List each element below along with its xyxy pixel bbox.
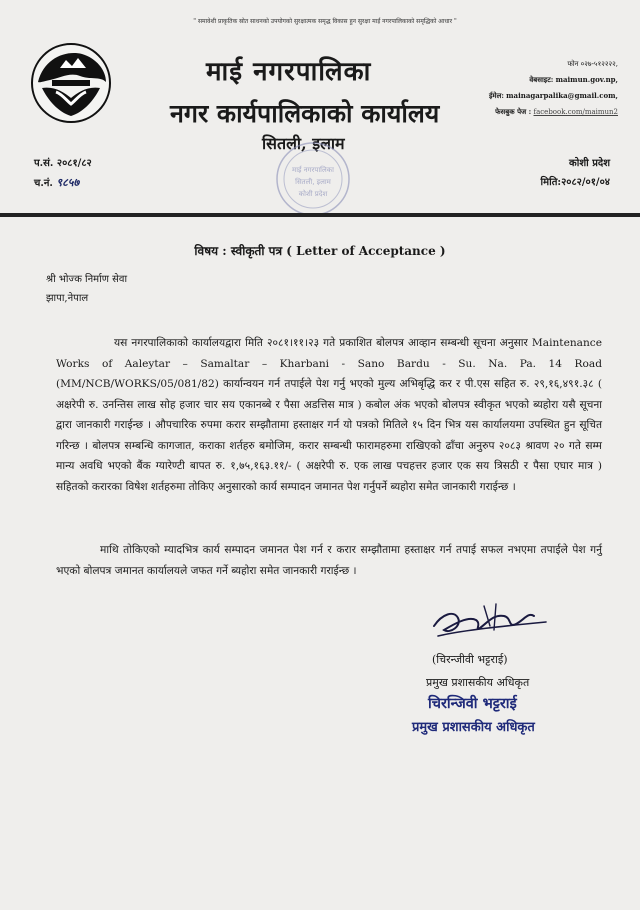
seal-text-line-3: कोशी प्रदेश — [298, 190, 328, 198]
paragraph-1-text: यस नगरपालिकाको कार्यालयद्वारा मिति २०८१।११।२३ गते प्रकाशित बोलपत्र आव्हान सम्बन्धी सूचना अनुसार Maintenance Works of Aaleytar – Samaltar – Kharbani - Sano Bardu - Su. Na. Pa. 14 Road (MM/NCB/WORKS/05/081/82) कार्यान्वयन गर्न तपाईले पेश गर्नु भएको मुल्य अभिबृद्धि कर र पी.एस सहित रु. २९,१६,४९१.३८ ( अक्षरेपी रु. उनन्तिस लाख सोह हजार चार सय एकानब्बे र पैसा अडत्तिस मात्र ) कबोल अंक भएको बोलपत्र स्वीकृत भएको ब्यहोरा यसै सूचना द्वारा जानकारी गराईन्छ । औपचारिक रुपमा करार सम्झौतामा हस्ताक्षर गर्न यो पत्रको मितिले १५ दिन भित्र यस कार्यालयमा उपस्थित हुन सूचित गरिन्छ । बोलपत्र सम्बन्धि कागजात, कराका शर्तहरु बमोजिम, करार सम्बन्धी फारामहरुमा राखिएको ढाँचा अनुरुप २०८३ श्रावण २० गते सम्म मान्य अवधि भएको बैंक ग्यारेण्टी बापत रु. १,७५,१६३.११/- ( अक्षरेपी रु. एक लाख पचहत्तर हजार एक सय त्रिसठी र पैसा एघार मात्र ) सहितको करारका विषेश शर्तहरुमा तोकिए अनुसारको कार्य सम्पादन जमानत पेश गर्नुपर्ने ब्यहोरा समेत जानकारी गराईन्छ । — [56, 337, 602, 493]
signatory-title: प्रमुख प्रशासकीय अधिकृत — [426, 676, 530, 689]
contact-email[interactable]: mainagarpalika@gmail.com, — [506, 91, 618, 100]
addressee-block — [46, 270, 127, 308]
office-subtitle-heading: नगर कार्यपालिकाको कार्यालय — [170, 99, 440, 128]
signatory-ink-stamp — [412, 693, 562, 735]
contact-website[interactable]: maimun.gov.np, — [555, 75, 618, 84]
government-emblem-logo — [30, 42, 112, 124]
seal-text-line-2: सितली, इलाम — [295, 178, 331, 186]
province-date-block — [541, 154, 610, 192]
addressee-name: श्री भोज्क निर्माण सेवा — [46, 274, 128, 285]
patra-sankhya: प.सं. २०८१/८२ — [34, 158, 92, 169]
letter-paragraph-2 — [56, 540, 602, 581]
addressee-place: झापा,नेपाल — [46, 293, 89, 304]
paragraph-2-text: माथि तोकिएको म्यादभित्र कार्य सम्पादन जमानत पेश गर्न र करार सम्झौतामा हस्ताक्षर गर्न तपाई सफल नभएमा तपाईले पेश गर्नु भएको बोलपत्र जमानत कार्यालयले जफत गर्ने ब्यहोरा समेत जानकारी गराईन्छ । — [56, 544, 602, 577]
contact-facebook-row — [478, 104, 618, 120]
handwritten-signature — [424, 596, 554, 652]
office-seal-stamp — [268, 138, 358, 220]
letter-date: मिति:२०८२/०१/०४ — [540, 177, 610, 188]
office-location: सितली, इलाम — [262, 134, 345, 153]
chalani-label: च.नं. — [34, 178, 53, 189]
stamp-title: प्रमुख प्रशासकीय अधिकृत — [412, 720, 535, 735]
stamp-name: चिरन्जिवी भट्टराई — [428, 696, 517, 712]
facebook-label: फेसबुक पेज : — [495, 107, 532, 116]
chalani-row — [34, 173, 92, 193]
header-tagline: " समावेशी प्राकृतिक स्रोत साधनको उपयोगको सुरक्षात्मक समृद्ध विकास हुन सुरक्षा माईं नगरपालिकाको समृद्धिको आधार " — [193, 18, 457, 25]
contact-block — [478, 56, 618, 120]
letter-subject: विषय : स्वीकृती पत्र ( Letter of Acceptance ) — [194, 244, 446, 258]
province-label: कोशी प्रदेश — [569, 158, 610, 169]
chalani-number-handwritten: ९८५७ — [56, 176, 80, 189]
contact-email-row — [478, 88, 618, 104]
website-label: वेबसाइट: — [529, 75, 554, 84]
reference-block — [34, 154, 92, 193]
office-name-heading: माई नगरपालिका — [206, 57, 372, 87]
letter-paragraph-1 — [56, 333, 602, 497]
contact-website-row — [478, 72, 618, 88]
header-divider — [0, 213, 640, 217]
contact-phone: फोन ०२७-५१२२२२, — [567, 60, 618, 68]
contact-facebook[interactable]: facebook.com/maimun2 — [533, 108, 618, 116]
email-label: ईमेल: — [488, 91, 504, 100]
seal-text-line-1: माई नगरपालिका — [292, 166, 334, 174]
signatory-name: (चिरन्जीवी भट्टराई) — [432, 653, 508, 666]
